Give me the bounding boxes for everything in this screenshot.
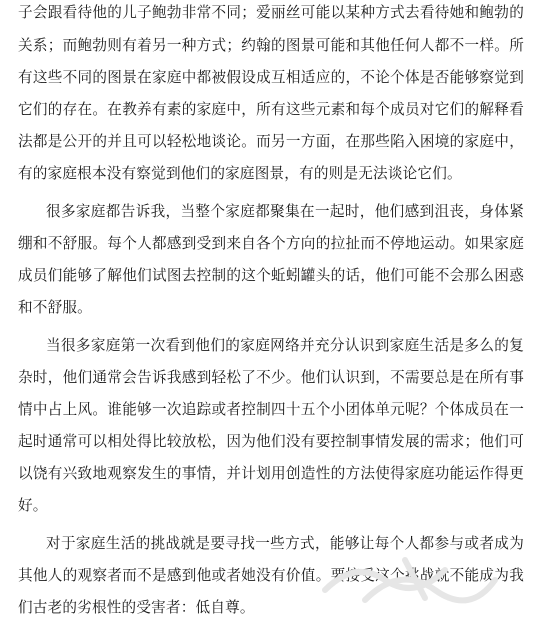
paragraph-3-line-6: 好。: [18, 497, 48, 514]
paragraph-1-line-3: 有这些不同的图景在家庭中都被假设成互相适应的，不论个体是否能够察觉到: [18, 69, 524, 86]
paragraph-4-line-3: 们古老的劣根性的受害者：低自尊。: [18, 599, 255, 616]
paragraph-3-line-4: 起时通常可以相处得比较放松，因为他们没有要控制事情发展的需求；他们可: [18, 433, 524, 450]
paragraph-2-line-4: 和不舒服。: [18, 299, 92, 316]
paragraph-3-line-1: 当很多家庭第一次看到他们的家庭网络并充分认识到家庭生活是多么的复: [46, 337, 524, 354]
paragraph-3-line-2: 杂时，他们通常会告诉我感到轻松了不少。他们认识到，不需要总是在所有事: [18, 369, 524, 386]
paragraph-3-line-3: 情中占上风。谁能够一次追踪或者控制四十五个小团体单元呢？个体成员在一: [18, 401, 524, 418]
paragraph-2-line-3: 成员们能够了解他们试图去控制的这个蚯蚓罐头的话，他们可能不会那么困惑: [18, 267, 524, 284]
paragraph-1-line-4: 它们的存在。在教养有素的家庭中，所有这些元素和每个成员对它们的解释看: [18, 101, 524, 118]
paragraph-2-line-1: 很多家庭都告诉我，当整个家庭都聚集在一起时，他们感到沮丧，身体紧: [46, 203, 524, 220]
paragraph-2-line-2: 绷和不舒服。每个人都感到受到来自各个方向的拉扯而不停地运动。如果家庭: [18, 235, 524, 252]
paragraph-1-line-6: 有的家庭根本没有察觉到他们的家庭图景，有的则是无法谈论它们。: [18, 165, 462, 182]
paragraph-4-line-2: 其他人的观察者而不是感到他或者她没有价值。要接受这个挑战就不能成为我: [18, 567, 524, 584]
paragraph-4-line-1: 对于家庭生活的挑战就是要寻找一些方式，能够让每个人都参与或者成为: [46, 535, 524, 552]
paragraph-1-line-2: 关系；而鲍勃则有着另一种方式；约翰的图景可能和其他任何人都不一样。所: [18, 37, 524, 54]
paragraph-1-line-1: 子会跟看待他的儿子鲍勃非常不同；爱丽丝可能以某种方式去看待她和鲍勃的: [18, 4, 524, 21]
paragraph-3-line-5: 以饶有兴致地观察发生的事情，并计划用创造性的方法使得家庭功能运作得更: [18, 465, 524, 482]
paragraph-1-line-5: 法都是公开的并且可以轻松地谈论。而另一方面，在那些陷入困境的家庭中，: [18, 133, 524, 150]
